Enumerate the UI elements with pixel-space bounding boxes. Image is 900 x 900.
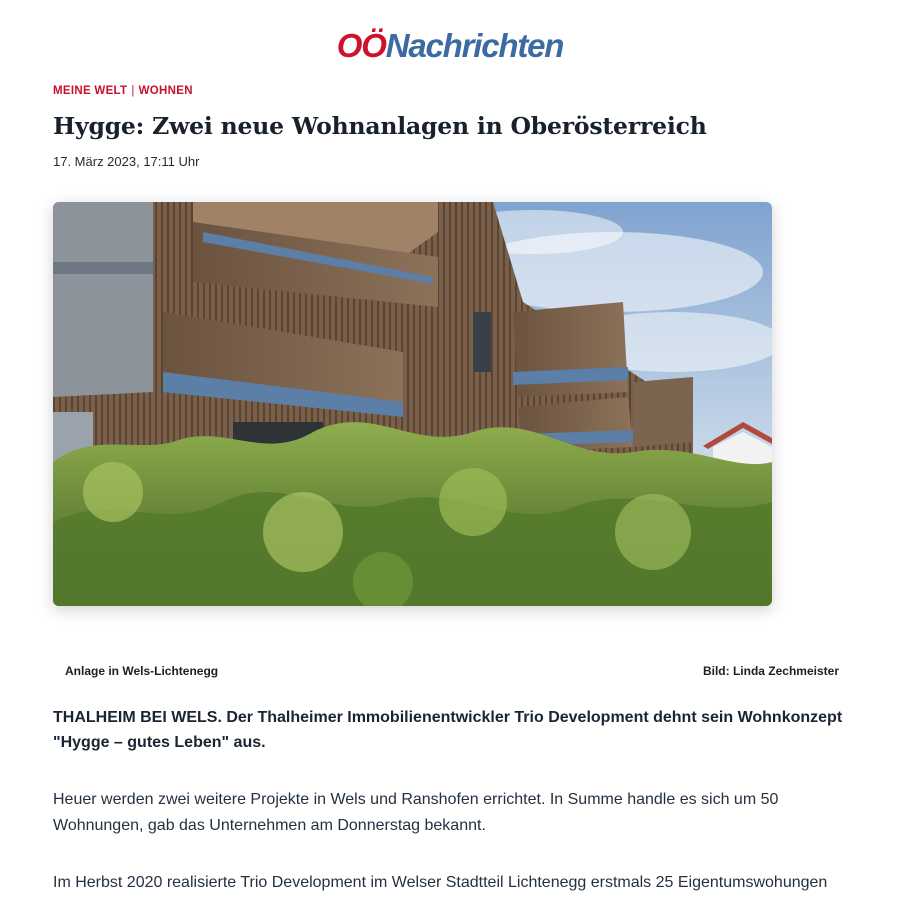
- article-hero-image[interactable]: [53, 202, 772, 606]
- article-paragraph: Heuer werden zwei weitere Projekte in Wels und Ranshofen errichtet. In Summe handle es sich um 50 Wohnungen, gab das Unternehmen am Donnerstag bekannt.: [53, 791, 779, 834]
- logo-nachrichten: Nachrichten: [385, 27, 564, 64]
- breadcrumb-section-link[interactable]: MEINE WELT: [53, 85, 128, 97]
- image-caption: Anlage in Wels-Lichtenegg: [65, 664, 219, 678]
- article-paragraph: Im Herbst 2020 realisierte Trio Development im Welser Stadtteil Lichtenegg erstmals 25 Eigentumswohungen: [53, 874, 828, 891]
- image-credit: Bild: Linda Zechmeister: [702, 664, 839, 678]
- article-lead: THALHEIM BEI WELS. Der Thalheimer Immobilienentwickler Trio Development dehnt sein Wohnkonzept "Hygge – gutes Leben" aus.: [53, 709, 843, 751]
- breadcrumb-separator: |: [131, 85, 135, 97]
- apartment-building-photo: [53, 202, 772, 606]
- site-logo[interactable]: [0, 26, 900, 66]
- logo-oo: OÖ: [336, 27, 386, 64]
- breadcrumb-subsection-link[interactable]: WOHNEN: [138, 85, 193, 97]
- article-date: 17. März 2023, 17:11 Uhr: [53, 154, 200, 169]
- article-title: Hygge: Zwei neue Wohnanlagen in Oberösterreich: [53, 112, 707, 140]
- breadcrumb: [53, 85, 193, 97]
